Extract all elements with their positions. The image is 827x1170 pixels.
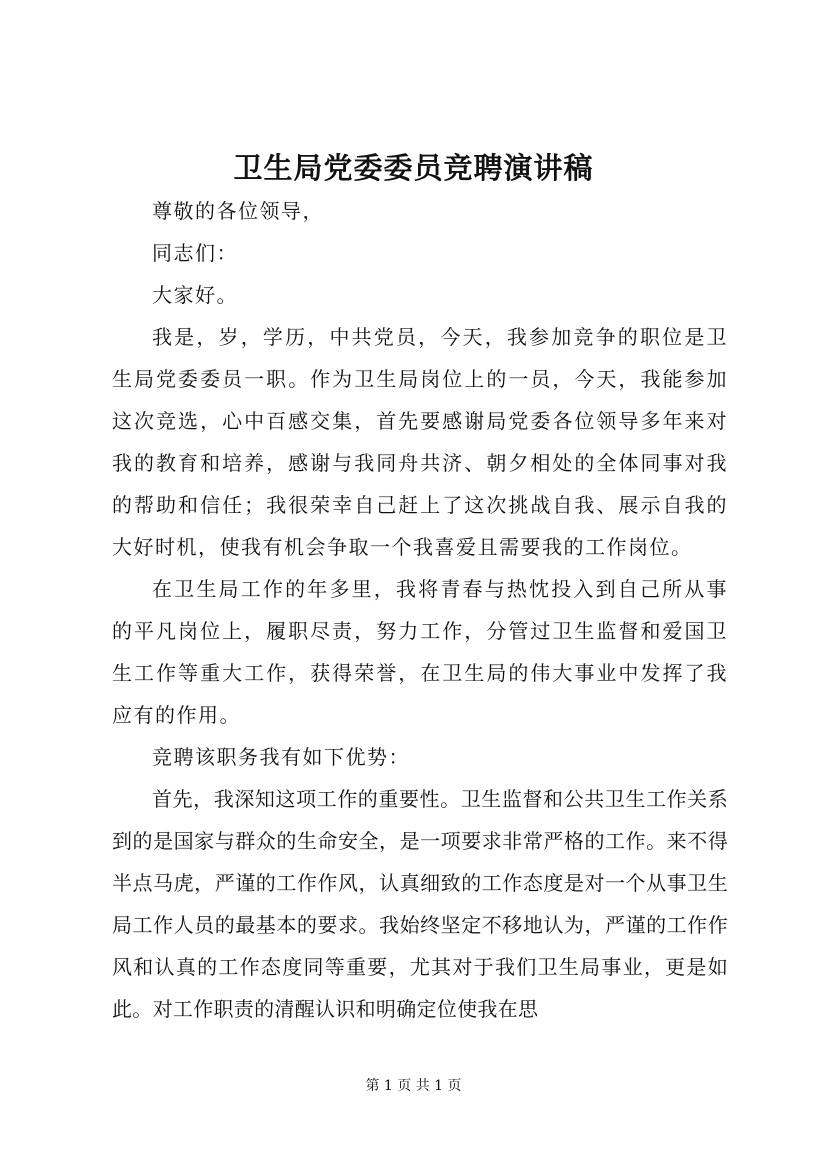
intro-paragraph: 我是，岁，学历，中共党员，今天，我参加竞争的职位是卫生局党委委员一职。作为卫生局岗位上的一员，今天，我能参加这次竞选，心中百感交集，首先要感谢局党委各位领导多年来对我的教育和培养，感谢与我同舟共济、朝夕相处的全体同事对我的帮助和信任；我很荣幸自己赶上了这次挑战自我、展示自我的大好时机，使我有机会争取一个我喜爱且需要我的工作岗位。 — [112, 325, 728, 559]
experience-paragraph: 在卫生局工作的年多里，我将青春与热忱投入到自己所从事的平凡岗位上，履职尽责，努力工作，分管过卫生监督和爱国卫生工作等重大工作，获得荣誉，在卫生局的伟大事业中发挥了我应有的作用。 — [112, 577, 728, 727]
advantages-heading-paragraph: 竞聘该职务我有如下优势： — [152, 745, 410, 769]
greeting-paragraph: 大家好。 — [152, 283, 238, 307]
salutation-paragraph: 同志们： — [152, 241, 238, 265]
salutation-paragraph: 尊敬的各位领导， — [152, 199, 324, 223]
advantage-paragraph: 首先，我深知这项工作的重要性。卫生监督和公共卫生工作关系到的是国家与群众的生命安全，是一项要求非常严格的工作。来不得半点马虎，严谨的工作作风，认真细致的工作态度是对一个从事卫生局工作人员的最基本的要求。我始终坚定不移地认为，严谨的工作作风和认真的工作态度同等重要，尤其对于我们卫生局事业，更是如此。对工作职责的清醒认识和明确定位使我在思 — [112, 787, 728, 1021]
page-footer: 第 1 页 共 1 页 — [365, 1078, 462, 1094]
document-body — [112, 190, 728, 1030]
document-title: 卫生局党委委员竞聘演讲稿 — [233, 151, 594, 185]
